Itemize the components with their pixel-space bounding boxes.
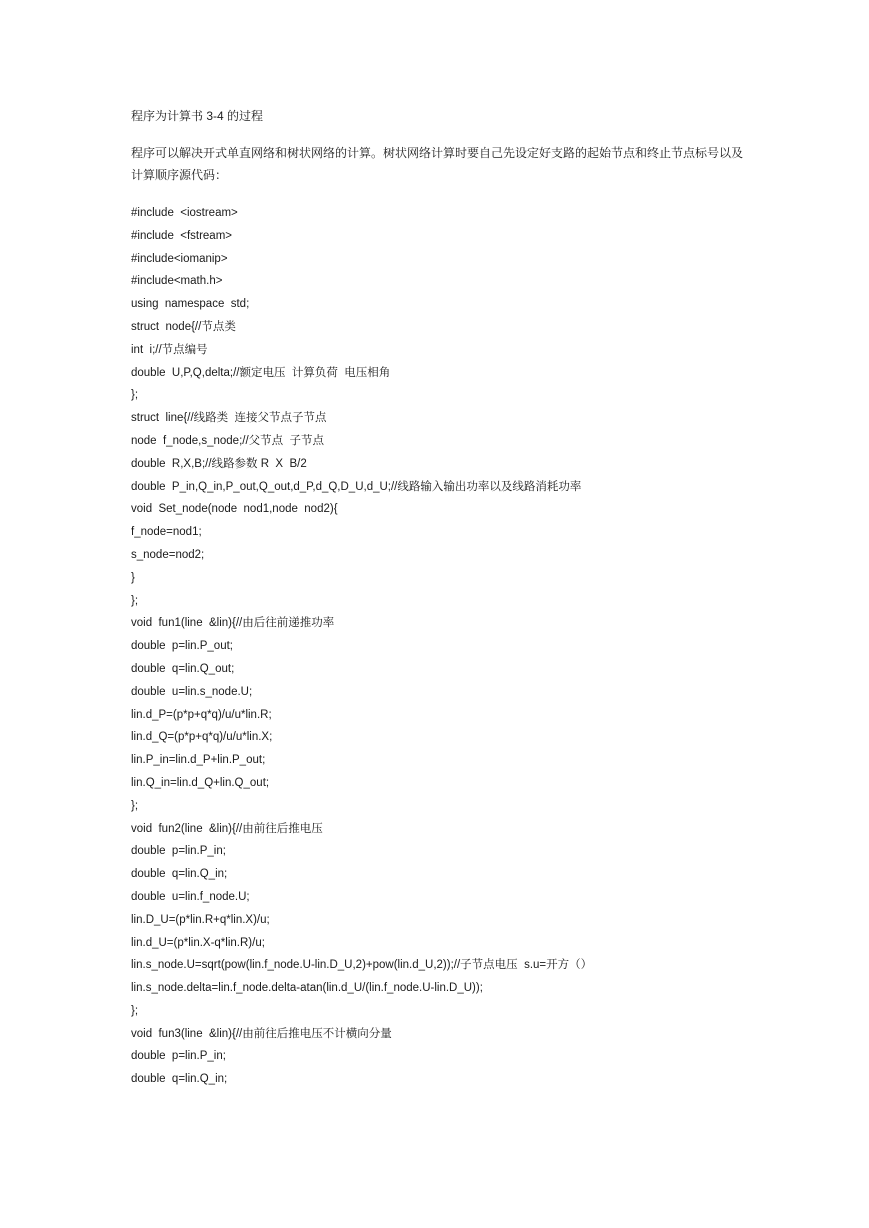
document-intro: 程序可以解决开式单直网络和树状网络的计算。树状网络计算时要自己先设定好支路的起始节点和终止节点标号以及计算顺序源代码： [131,146,744,182]
code-line: double U,P,Q,delta;//额定电压 计算负荷 电压相角 [131,366,391,379]
code-line: struct node{//节点类 [131,320,236,333]
code-line: void Set_node(node nod1,node nod2){ [131,503,338,516]
code-line: }; [131,389,139,402]
code-line: double q=lin.Q_out; [131,662,235,675]
code-line: s_node=nod2; [131,548,205,561]
code-line: lin.Q_in=lin.d_Q+lin.Q_out; [131,776,270,789]
code-line: f_node=nod1; [131,526,202,539]
code-line: double p=lin.P_out; [131,640,233,653]
code-line: double p=lin.P_in; [131,1050,226,1063]
code-line: } [131,571,135,584]
code-line: lin.s_node.U=sqrt(pow(lin.f_node.U-lin.D_U,2)+pow(lin.d_U,2));//子节点电压 s.u=开方（） [131,959,593,972]
code-line: lin.s_node.delta=lin.f_node.delta-atan(lin.d_U/(lin.f_node.U-lin.D_U)); [131,982,483,995]
code-line: double P_in,Q_in,P_out,Q_out,d_P,d_Q,D_U,d_U;//线路输入输出功率以及线路消耗功率 [131,480,582,493]
code-line: double q=lin.Q_in; [131,1073,228,1086]
code-line: #include <fstream> [131,229,233,242]
code-line: lin.P_in=lin.d_P+lin.P_out; [131,754,266,767]
code-line: void fun2(line &lin){//由前往后推电压 [131,822,323,835]
code-line: }; [131,799,139,812]
code-line: node f_node,s_node;//父节点 子节点 [131,434,325,447]
code-line: int i;//节点编号 [131,343,208,356]
code-line: using namespace std; [131,298,250,311]
code-line: }; [131,594,139,607]
code-line: struct line{//线路类 连接父节点子节点 [131,412,327,425]
code-line: double R,X,B;//线路参数 R X B/2 [131,457,307,470]
code-line: double p=lin.P_in; [131,845,226,858]
code-line: double q=lin.Q_in; [131,868,228,881]
document-heading: 程序为计算书 3-4 的过程 [131,109,264,123]
code-line: #include <iostream> [131,207,238,219]
code-line: double u=lin.f_node.U; [131,890,250,903]
code-line: lin.d_Q=(p*p+q*q)/u/u*lin.X; [131,731,273,744]
code-line: }; [131,1004,139,1017]
code-line: lin.d_P=(p*p+q*q)/u/u*lin.R; [131,708,272,721]
code-line: lin.D_U=(p*lin.R+q*lin.X)/u; [131,913,270,926]
code-line: lin.d_U=(p*lin.X-q*lin.R)/u; [131,936,265,949]
document-page [131,106,751,1091]
code-line: #include<iomanip> [131,252,228,265]
code-line: #include<math.h> [131,275,223,288]
source-code-listing [131,202,751,1091]
code-line: double u=lin.s_node.U; [131,685,253,698]
code-line: void fun3(line &lin){//由前往后推电压不计横向分量 [131,1027,392,1040]
code-line: void fun1(line &lin){//由后往前递推功率 [131,617,335,630]
